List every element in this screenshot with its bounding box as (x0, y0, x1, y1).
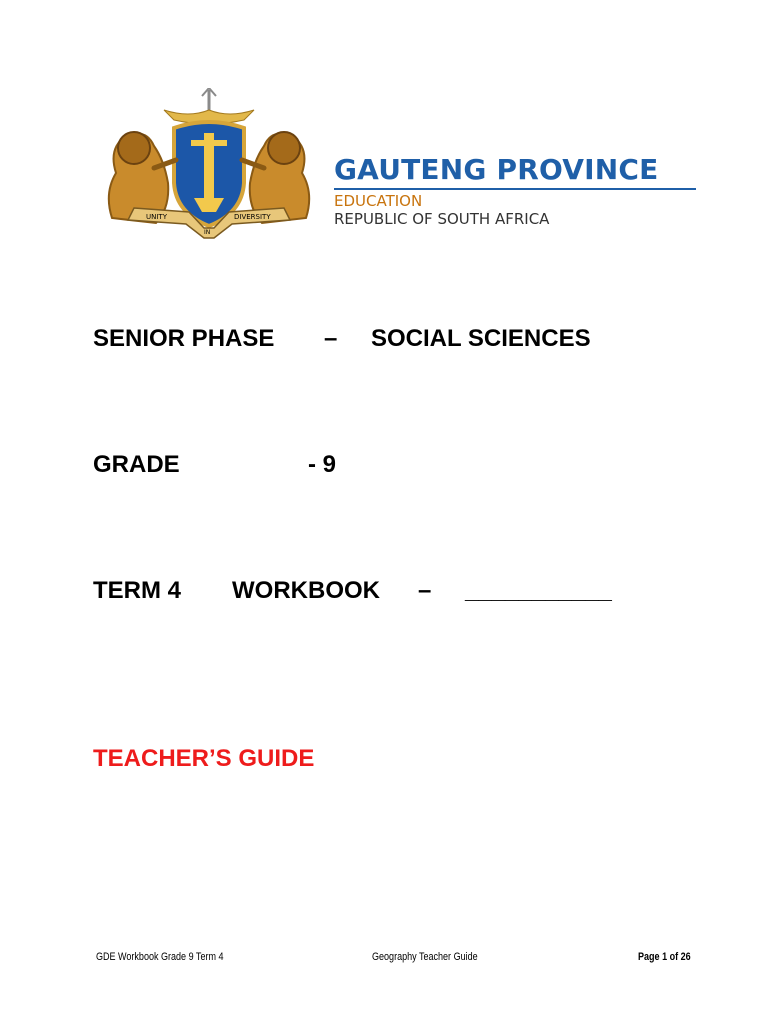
motto-right: DIVERSITY (234, 213, 271, 221)
footer-left: GDE Workbook Grade 9 Term 4 (96, 951, 224, 963)
teachers-guide-title: TEACHER’S GUIDE (93, 745, 315, 772)
footer-page-number: Page 1 of 26 (638, 951, 691, 963)
grade-label: GRADE (93, 451, 180, 478)
brand-divider (334, 188, 696, 190)
name-blank-line: ___________ (465, 577, 612, 604)
country-name: REPUBLIC OF SOUTH AFRICA (334, 210, 550, 228)
brand-text (334, 154, 698, 229)
workbook-dash: – (418, 577, 432, 604)
motto-left: UNITY (146, 213, 167, 221)
subject-heading: SOCIAL SCIENCES (371, 325, 591, 352)
workbook-label: WORKBOOK (232, 577, 380, 604)
grade-value: - 9 (308, 451, 337, 478)
gauteng-logo (94, 88, 698, 240)
phase-heading: SENIOR PHASE (93, 325, 275, 352)
phase-dash: – (324, 325, 338, 352)
term-label: TERM 4 (93, 577, 182, 604)
department-name: EDUCATION (334, 192, 423, 210)
motto-mid: IN (204, 229, 211, 236)
coat-of-arms-icon (94, 88, 324, 240)
province-name: GAUTENG PROVINCE (334, 153, 659, 186)
footer-middle: Geography Teacher Guide (372, 951, 478, 963)
